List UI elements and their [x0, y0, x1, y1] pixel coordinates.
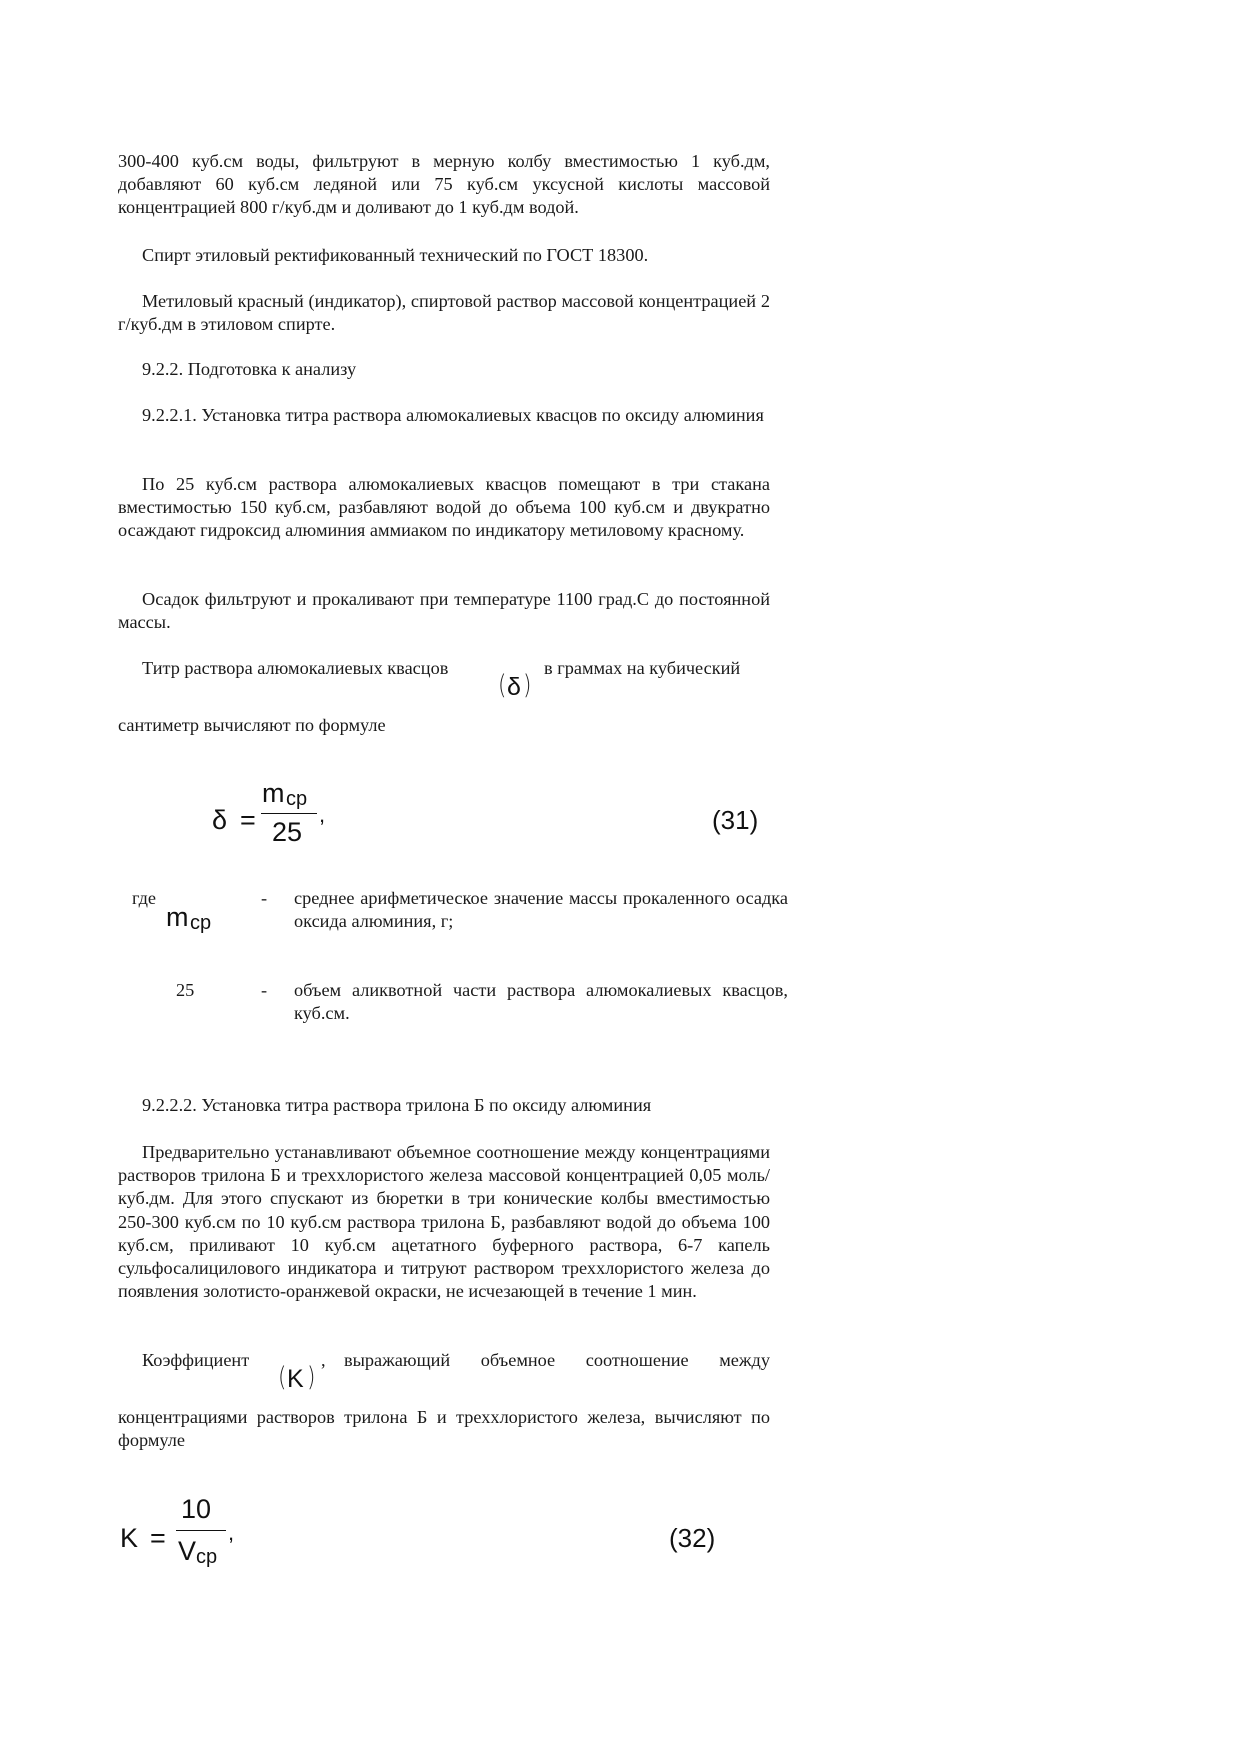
- koef-text-continue: концентрациями растворов трилона Б и треххлористого железа, вычисляют по формуле: [118, 1407, 770, 1451]
- formula-32-denominator-sub: ср: [196, 1546, 218, 1568]
- inline-delta: δ: [507, 673, 521, 701]
- paragraph-indicator: Метиловый красный (индикатор), спиртовой раствор массовой концентрацией 2 г/куб.дм в этиловом спирте.: [118, 291, 770, 335]
- inline-k-symbol: [277, 1364, 323, 1400]
- section-heading-9-2-2-2: 9.2.2.2. Установка титра раствора трилона Б по оксиду алюминия: [142, 1095, 652, 1115]
- where-word: где: [132, 888, 157, 908]
- paragraph-alcohol: Спирт этиловый ректификованный технический по ГОСТ 18300.: [142, 245, 649, 265]
- where-dash-1: -: [261, 888, 268, 908]
- formula-31: [200, 780, 770, 870]
- where-term-25: 25: [176, 980, 195, 1000]
- formula-32: [118, 1496, 738, 1592]
- koef-text-start: Коэффициент: [142, 1350, 250, 1370]
- where-description-1: среднее арифметическое значение массы прокаленного осадка оксида алюминия, г;: [294, 888, 788, 932]
- inline-delta-paren-right: ): [523, 670, 532, 701]
- formula-32-numerator: 10: [181, 1494, 212, 1524]
- formula-31-number: (31): [712, 805, 759, 835]
- titr-text-continue: сантиметр вычисляют по формуле: [118, 715, 386, 735]
- formula-32-k: K: [120, 1523, 139, 1553]
- where-description-2: объем аликвотной части раствора алюмокалиевых квасцов, куб.см.: [294, 980, 788, 1024]
- inline-k-paren-left: (: [278, 1362, 287, 1393]
- formula-32-fraction-bar: [176, 1530, 226, 1531]
- where-term-m-cp: [166, 902, 236, 938]
- inline-k: K: [287, 1365, 304, 1393]
- formula-32-denominator-v: V: [178, 1536, 197, 1566]
- formula-31-comma: ,: [319, 802, 326, 827]
- paragraph-filter: Осадок фильтруют и прокаливают при температуре 1100 град.С до постоянной массы.: [118, 589, 770, 633]
- titr-text-start: Титр раствора алюмокалиевых квасцов: [142, 658, 449, 678]
- formula-32-number: (32): [669, 1523, 716, 1553]
- formula-31-denominator: 25: [272, 817, 303, 847]
- formula-31-numerator-sub: ср: [286, 788, 308, 810]
- where-dash-2: -: [261, 980, 268, 1000]
- formula-31-delta: δ: [212, 805, 228, 835]
- formula-31-numerator-m: m: [262, 778, 285, 808]
- paragraph-preliminary: Предварительно устанавливают объемное соотношение между концентрациями растворов трилона Б и треххлористого железа массовой концентрацией 0,05 моль/куб.дм. Для этого спускают из бюретки в три конические колбы вместимостью 250-300 куб.см по 10 куб.см раствора трилона Б, разбавляют водой до объема 100 куб.см, приливают 10 куб.см ацетатного буферного раствора, 6-7 капель сульфосалицилового индикатора и титруют раствором треххлористого железа до появления золотисто-оранжевой окраски, не исчезающей в течение 1 мин.: [118, 1142, 770, 1302]
- section-heading-9-2-2: 9.2.2. Подготовка к анализу: [142, 359, 357, 379]
- koef-comma: ,: [321, 1350, 326, 1370]
- formula-31-fraction-bar: [261, 813, 317, 814]
- titr-text-end: в граммах на кубический: [544, 658, 741, 678]
- formula-31-equals: =: [240, 805, 256, 835]
- inline-delta-paren-left: (: [498, 670, 507, 701]
- formula-32-equals: =: [150, 1523, 166, 1553]
- where-term-m: m: [166, 902, 189, 932]
- section-heading-9-2-2-1: 9.2.2.1. Установка титра раствора алюмокалиевых квасцов по оксиду алюминия: [142, 405, 764, 425]
- where-term-sub: ср: [190, 912, 212, 934]
- paragraph-25-cc: По 25 куб.см раствора алюмокалиевых квасцов помещают в три стакана вместимостью 150 куб.см, разбавляют водой до объема 100 куб.см и двукратно осаждают гидроксид алюминия аммиаком по индикатору метиловому красному.: [118, 474, 770, 541]
- inline-delta-symbol: [497, 672, 537, 708]
- inline-k-paren-right: ): [307, 1362, 316, 1393]
- formula-32-comma: ,: [228, 1520, 235, 1545]
- koef-text-end: выражающий объемное соотношение между: [344, 1350, 770, 1370]
- paragraph-continuation: 300-400 куб.см воды, фильтруют в мерную колбу вместимостью 1 куб.дм, добавляют 60 куб.см ледяной или 75 куб.см уксусной кислоты массовой концентрацией 800 г/куб.дм и доливают до 1 куб.дм водой.: [118, 151, 770, 218]
